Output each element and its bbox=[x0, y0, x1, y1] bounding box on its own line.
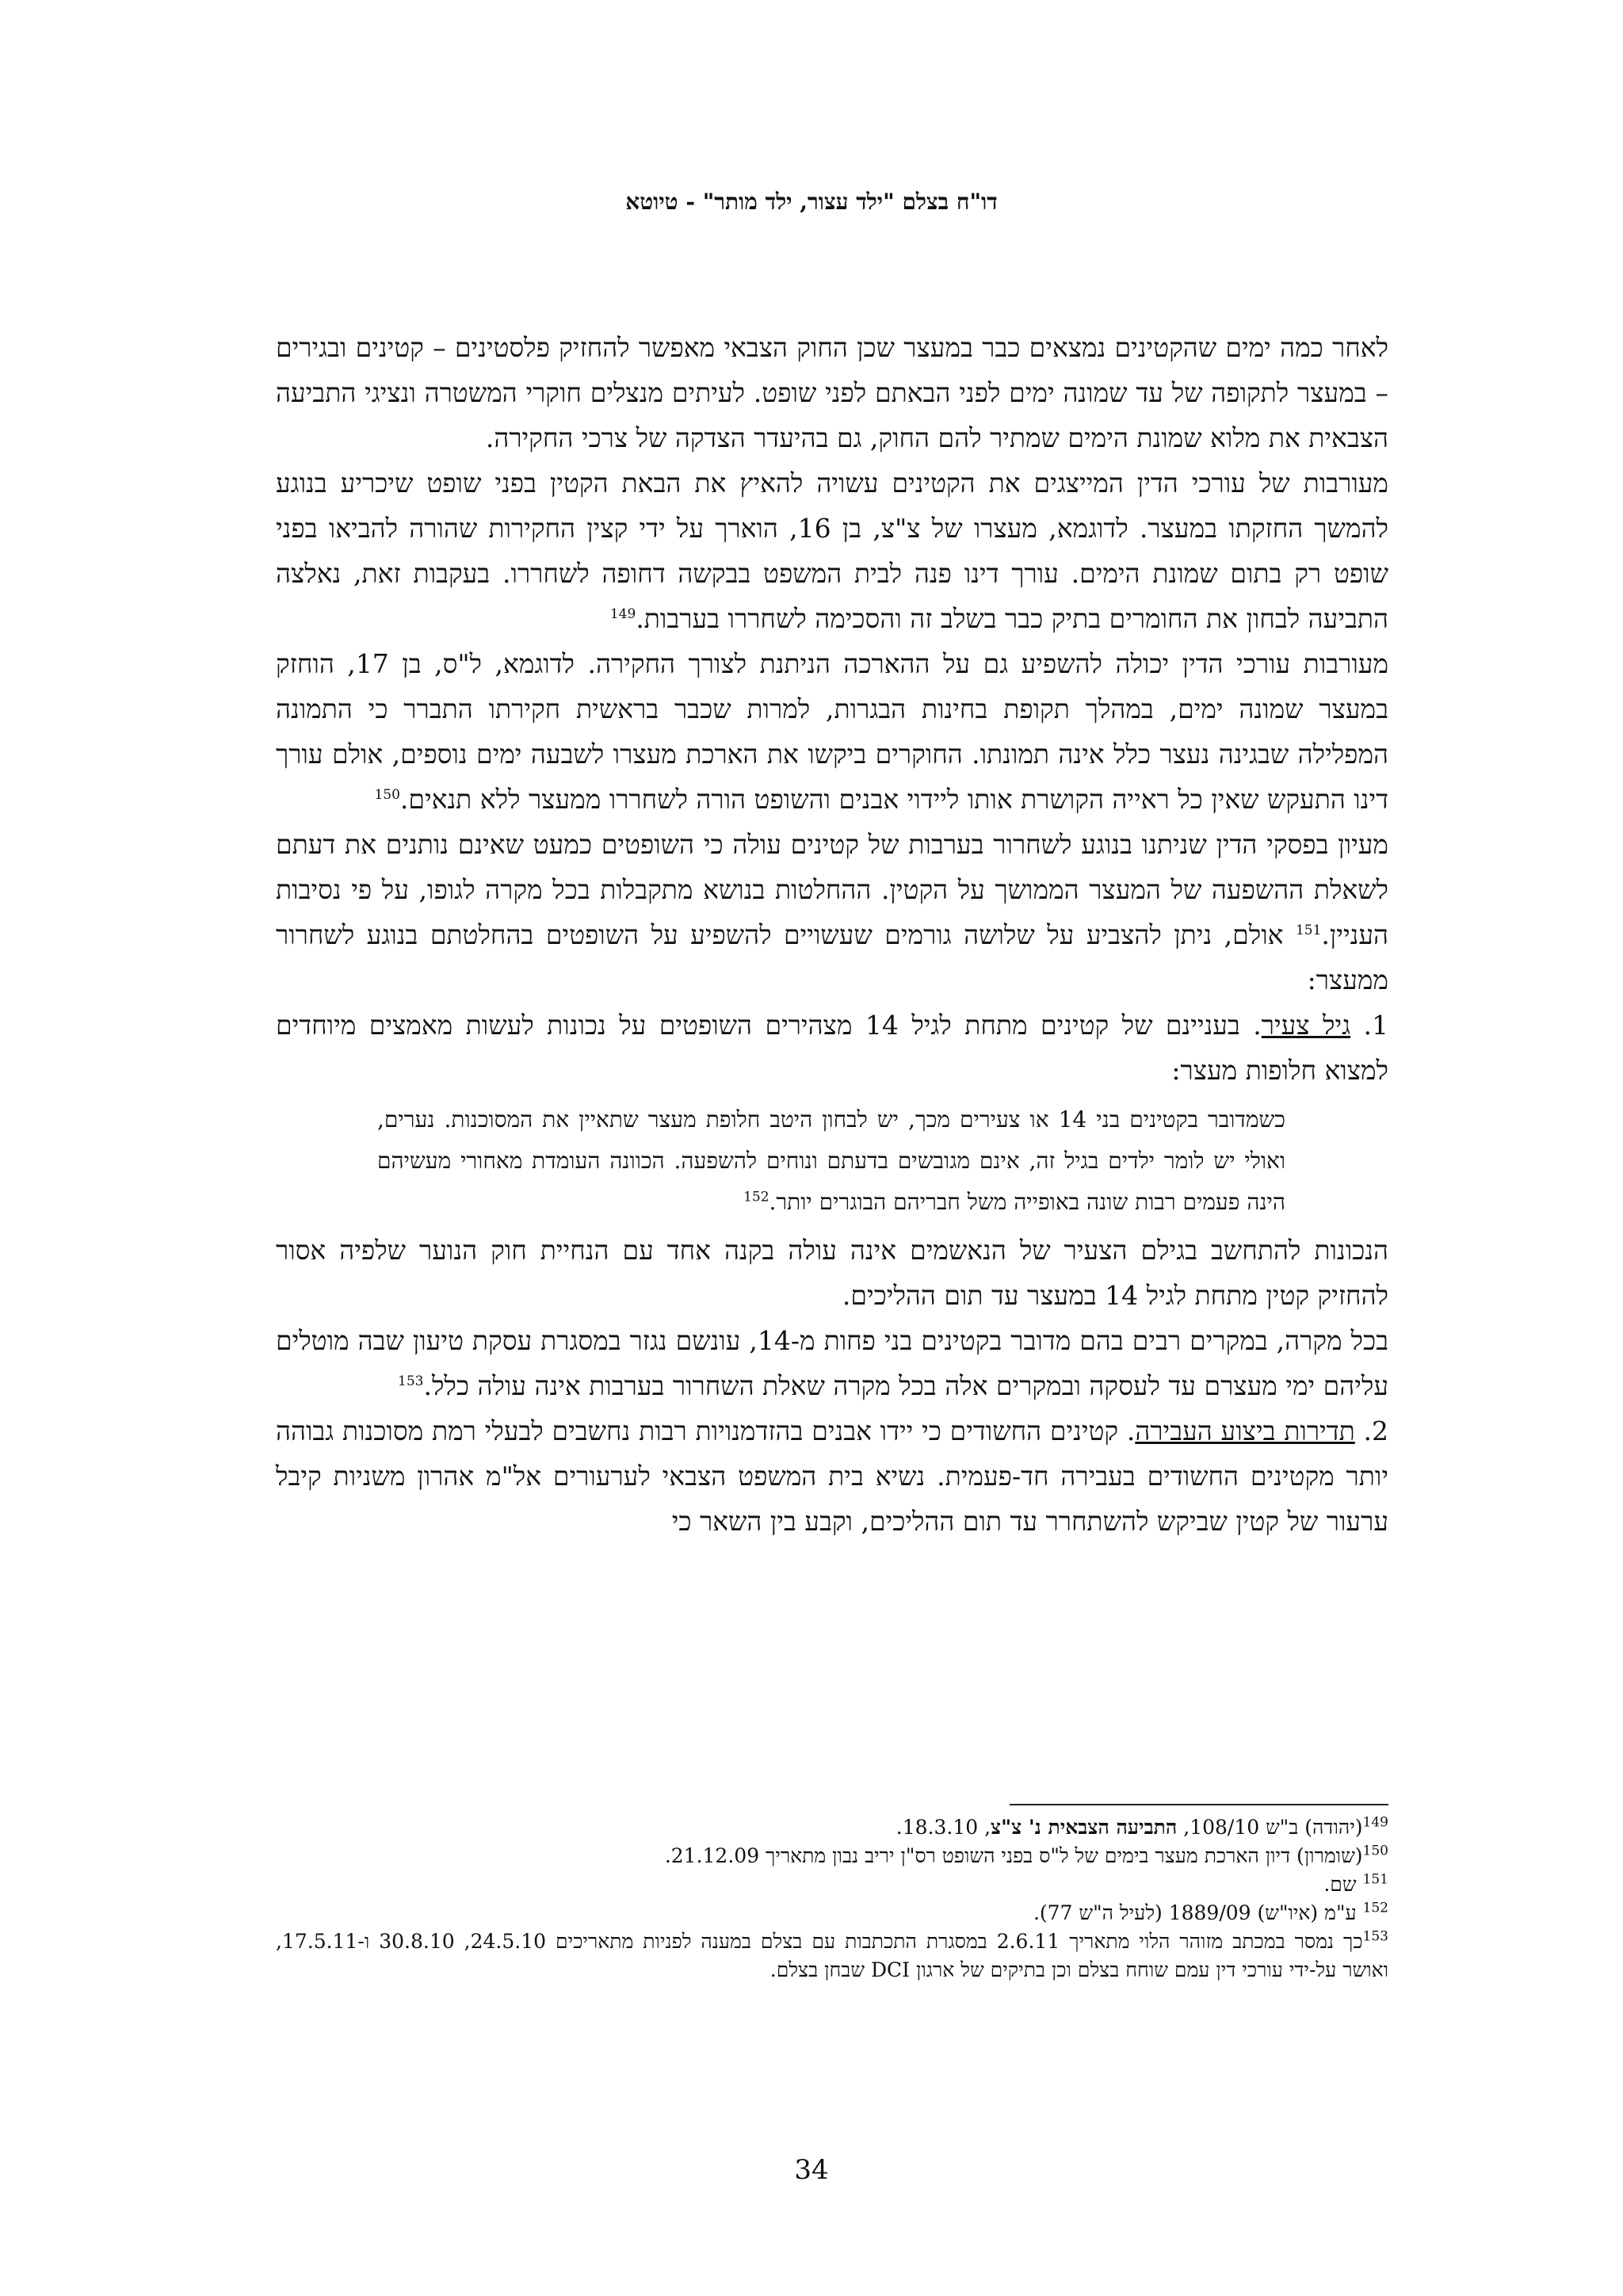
footnote-ref[interactable]: 150 bbox=[374, 787, 400, 803]
footnote-text: כך נמסר במכתב מזוהר הלוי מתאריך 2.6.11 במסגרת התכתבות עם בצלם במענה לפניות מתאריכים 24.5.10, 30.8.10 ו-17.5.11, ואושר על-ידי עורכי דין עמם שוחח בצלם וכן בתיקים של ארגון DCI שבחן בצלם. bbox=[276, 1930, 1388, 1981]
footnote-ref[interactable]: 149 bbox=[609, 606, 636, 622]
paragraph: לאחר כמה ימים שהקטינים נמצאים כבר במעצר שכן החוק הצבאי מאפשר להחזיק פלסטינים – קטינים ובגירים – במעצר לתקופה של עד שמונה ימים לפני הבאתם לפני שופט. לעיתים מנצלים חוקרי המשטרה ונציגי התביעה הצבאית את מלוא שמונת הימים שמתיר להם החוק, גם בהיעדר הצדקה של צרכי החקירה. bbox=[276, 332, 1388, 453]
list-item-title: תדירות ביצוע העבירה bbox=[1135, 1415, 1355, 1446]
quote-text: כשמדובר בקטינים בני 14 או צעירים מכך, יש לבחון היטב חלופת מעצר שתאיין את המסוכנות. נערים, ואולי יש לומר ילדים בגיל זה, אינם מגובשים בדעתם ונוחים להשפעה. הכוונה העומדת מאחורי מעשיהם הינה פעמים רבות שונה באופייה משל חבריהם הבוגרים יותר. bbox=[377, 1106, 1285, 1215]
paragraph bbox=[276, 641, 1388, 822]
paragraph-text: מעיון בפסקי הדין שניתנו בנוגע לשחרור בערבות של קטינים עולה כי השופטים כמעט שאינם נותנים את דעתם לשאלת ההשפעה של המעצר הממושך על הקטין. ההחלטות בנושא מתקבלות בכל מקרה לגופו, על פי נסיבות העניין. bbox=[276, 829, 1388, 950]
footnote-text: (שומרון) דיון הארכת מעצר בימים של ל"ס בפני השופט רס"ן יריב נבון מתאריך 21.12.09. bbox=[664, 1844, 1363, 1867]
footnote bbox=[276, 1899, 1388, 1927]
paragraph-text: מעורבות של עורכי הדין המייצגים את הקטינים עשויה להאיץ את הבאת הקטין בפני שופט שיכריע בנוגע להמשך החזקתו במעצר. לדוגמא, מעצרו של צ"צ, בן 16, הוארך על ידי קצין החקירות שהורה להביאו בפני שופט רק בתום שמונת הימים. עורך דינו פנה לבית המשפט בבקשה דחופה לשחררו. בעקבות זאת, נאלצה התביעה לבחון את החומרים בתיק כבר בשלב זה והסכימה לשחררו בערבות. bbox=[276, 468, 1388, 634]
list-item-title: גיל צעיר bbox=[1261, 1010, 1351, 1041]
footnote bbox=[276, 1842, 1388, 1870]
footnote-number: 153 bbox=[1362, 1928, 1388, 1945]
list-number: 2. bbox=[1363, 1415, 1388, 1446]
footnote bbox=[276, 1927, 1388, 1985]
list-item bbox=[276, 1408, 1388, 1544]
footnote-text: , 18.3.10. bbox=[896, 1816, 991, 1839]
paragraph bbox=[276, 822, 1388, 1003]
footnote-ref[interactable]: 151 bbox=[1295, 923, 1322, 938]
footnote-ref[interactable]: 152 bbox=[743, 1189, 769, 1205]
footnote-text: ע"מ (איו"ש) 1889/09 (לעיל ה"ש 77). bbox=[1033, 1901, 1363, 1924]
paragraph-text: בכל מקרה, במקרים רבים בהם מדובר בקטינים בני פחות מ-14, עונשם נגזר במסגרת עסקת טיעון שבה מוטלים עליהם ימי מעצרם עד לעסקה ובמקרים אלה בכל מקרה שאלת השחרור בערבות אינה עולה כלל. bbox=[276, 1325, 1388, 1401]
footnote-text: (יהודה) ב"ש 108/10, bbox=[1177, 1816, 1363, 1839]
footnote-divider bbox=[1010, 1804, 1388, 1805]
list-item bbox=[276, 1003, 1388, 1093]
footnote-ref[interactable]: 153 bbox=[398, 1373, 424, 1389]
paragraph-text: מעורבות עורכי הדין יכולה להשפיע גם על ההארכה הניתנת לצורך החקירה. לדוגמא, ל"ס, בן 17, הוחזק במעצר שמונה ימים, במהלך תקופת בחינות הבגרות, למרות שכבר בראשית חקירתו התברר כי התמונה המפלילה שבגינה נעצר כלל אינה תמונתו. החוקרים ביקשו את הארכת מעצרו לשבעה ימים נוספים, אולם עורך דינו התעקש שאין כל ראייה הקושרת אותו ליידוי אבנים והשופט הורה לשחררו ממעצר ללא תנאים. bbox=[276, 648, 1389, 815]
footnote-number: 151 bbox=[1362, 1871, 1388, 1888]
paragraph bbox=[276, 1318, 1388, 1408]
paragraph: הנכונות להתחשב בגילם הצעיר של הנאשמים אינה עולה בקנה אחד עם הנחיית חוק הנוער שלפיה אסור להחזיק קטין מתחת לגיל 14 במעצר עד תום ההליכים. bbox=[276, 1235, 1388, 1311]
paragraph-text: אולם, ניתן להצביע על שלושה גורמים שעשויים להשפיע על השופטים בהחלטתם בנוגע לשחרור ממעצר: bbox=[276, 919, 1388, 995]
list-item-text: . קטינים החשודים כי יידו אבנים בהזדמנויות רבות נחשבים לבעלי רמת מסוכנות גבוהה יותר מקטינים החשודים בעבירה חד-פעמית. נשיא בית המשפט הצבאי לערעורים אל"מ אהרון משניות קיבל ערעור של קטין שביקש להשתחרר עד תום ההליכים, וקבע בין השאר כי bbox=[276, 1415, 1388, 1537]
footnotes bbox=[276, 1813, 1388, 1985]
footnote-case-name: התביעה הצבאית נ' צ"צ bbox=[991, 1816, 1178, 1839]
paragraph bbox=[276, 460, 1388, 641]
footnote bbox=[276, 1813, 1388, 1842]
footnote-text: שם. bbox=[1323, 1873, 1363, 1896]
document-header: דו"ח בצלם "ילד עצור, ילד מותר" - טיוטא bbox=[625, 189, 998, 215]
footnote-number: 149 bbox=[1362, 1814, 1388, 1831]
footnote bbox=[276, 1870, 1388, 1899]
document-body bbox=[276, 325, 1388, 1544]
footnote-number: 152 bbox=[1362, 1900, 1388, 1916]
footnote-number: 150 bbox=[1362, 1843, 1388, 1859]
list-number: 1. bbox=[1363, 1010, 1388, 1041]
list-item-text: . בעניינם של קטינים מתחת לגיל 14 מצהירים השופטים על נכונות לעשות מאמצים מיוחדים למצוא חלופות מעצר: bbox=[276, 1010, 1388, 1086]
block-quote bbox=[377, 1099, 1285, 1223]
page-number: 34 bbox=[794, 2154, 829, 2186]
